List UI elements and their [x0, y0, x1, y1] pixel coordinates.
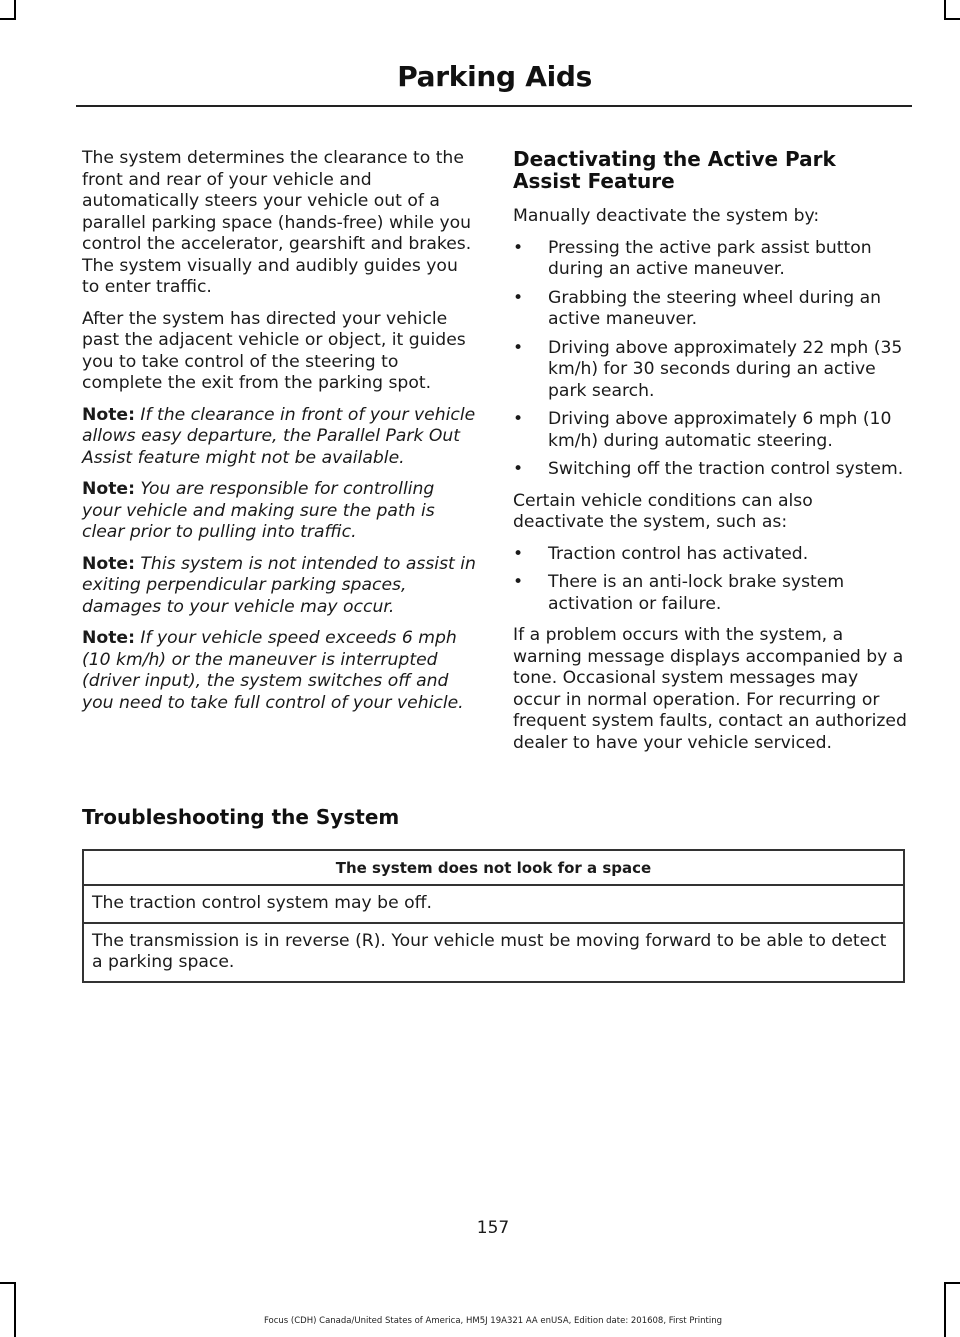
- paragraph: After the system has directed your vehicle past the adjacent vehicle or object, it guides you to take control of the steering to complete the exit from the parking spot.: [82, 308, 466, 393]
- list-item-text: Pressing the active park assist button during an active maneuver.: [548, 237, 872, 279]
- list-item: [513, 288, 908, 331]
- note-text: If the clearance in front of your vehicle allows easy departure, the Parallel Park Out Assist feature might not be available.: [82, 404, 476, 468]
- paragraph: Manually deactivate the system by:: [513, 206, 820, 226]
- condition-list: [513, 544, 908, 616]
- table-header-row: [83, 850, 904, 885]
- list-item: [513, 338, 908, 403]
- bullet: •: [513, 572, 524, 592]
- paragraph: The system determines the clearance to the front and rear of your vehicle and automatically steers your vehicle out of a parallel parking space (hands-free) while you control the accelerator, gearshift and brakes. The system visually and audibly guides you to enter traffic.: [82, 148, 472, 297]
- note: [82, 554, 477, 619]
- bullet: •: [513, 287, 524, 308]
- note-text: This system is not intended to assist in exiting perpendicular parking spaces, damages to your vehicle may occur.: [82, 553, 476, 617]
- page-number: 157: [476, 1218, 510, 1238]
- note: [82, 628, 477, 714]
- table-cell: The transmission is in reverse (R). Your vehicle must be moving forward to be able to detect a parking space.: [83, 923, 904, 982]
- section-heading: Deactivating the Active Park Assist Feature: [513, 147, 836, 193]
- crop-mark: [944, 1282, 960, 1284]
- table-header: The system does not look for a space: [83, 850, 904, 885]
- header-divider: [76, 105, 912, 107]
- note: [82, 479, 477, 544]
- list-item: [513, 572, 908, 615]
- right-column: [513, 148, 908, 764]
- troubleshooting-table: [82, 849, 905, 983]
- note-label: Note:: [82, 553, 135, 574]
- bullet: •: [513, 337, 524, 358]
- bullet: •: [513, 459, 524, 479]
- table-row: [83, 923, 904, 982]
- crop-mark: [944, 18, 960, 20]
- list-item-text: Switching off the traction control system.: [548, 459, 904, 479]
- table-row: [83, 885, 904, 923]
- list-item: [513, 238, 908, 281]
- list-item: [513, 409, 908, 452]
- list-item: [513, 459, 908, 481]
- crop-mark: [944, 0, 946, 20]
- crop-mark: [0, 18, 16, 20]
- crop-mark: [944, 1282, 946, 1337]
- bullet: •: [513, 409, 524, 429]
- note-label: Note:: [82, 628, 135, 648]
- bullet: •: [513, 237, 524, 258]
- crop-mark: [14, 1282, 16, 1337]
- list-item: [513, 544, 908, 566]
- crop-mark: [0, 1282, 16, 1284]
- list-item-text: Grabbing the steering wheel during an active maneuver.: [548, 287, 882, 329]
- list-item-text: Driving above approximately 6 mph (10 km/h) during automatic steering.: [548, 409, 892, 451]
- list-item-text: Traction control has activated.: [548, 543, 809, 564]
- manual-deactivation-list: [513, 238, 908, 481]
- paragraph: If a problem occurs with the system, a warning message displays accompanied by a tone. Occasional system messages may occur in normal operation. For recurring or frequent system faults, contact an authorized dealer to have your vehicle serviced.: [513, 625, 907, 753]
- section-heading: Troubleshooting the System: [82, 805, 400, 829]
- list-item-text: Driving above approximately 22 mph (35 km/h) for 30 seconds during an active park search.: [548, 337, 903, 401]
- note: [82, 405, 477, 470]
- list-item-text: There is an anti-lock brake system activation or failure.: [548, 572, 845, 614]
- page-title: Parking Aids: [397, 60, 592, 93]
- paragraph: Certain vehicle conditions can also deactivate the system, such as:: [513, 490, 813, 532]
- note-label: Note:: [82, 479, 135, 499]
- footer-text: Focus (CDH) Canada/United States of America, HM5J 19A321 AA enUSA, Edition date: 201608, First Printing: [263, 1316, 723, 1326]
- note-label: Note:: [82, 404, 135, 425]
- note-text: You are responsible for controlling your vehicle and making sure the path is clear prior to pulling into traffic.: [82, 479, 435, 542]
- note-text: If your vehicle speed exceeds 6 mph (10 km/h) or the maneuver is interrupted (driver input), the system switches off and you need to take full control of your vehicle.: [82, 628, 464, 713]
- bullet: •: [513, 543, 524, 564]
- table-cell: The traction control system may be off.: [83, 885, 904, 923]
- left-column: [82, 148, 477, 724]
- crop-mark: [14, 0, 16, 20]
